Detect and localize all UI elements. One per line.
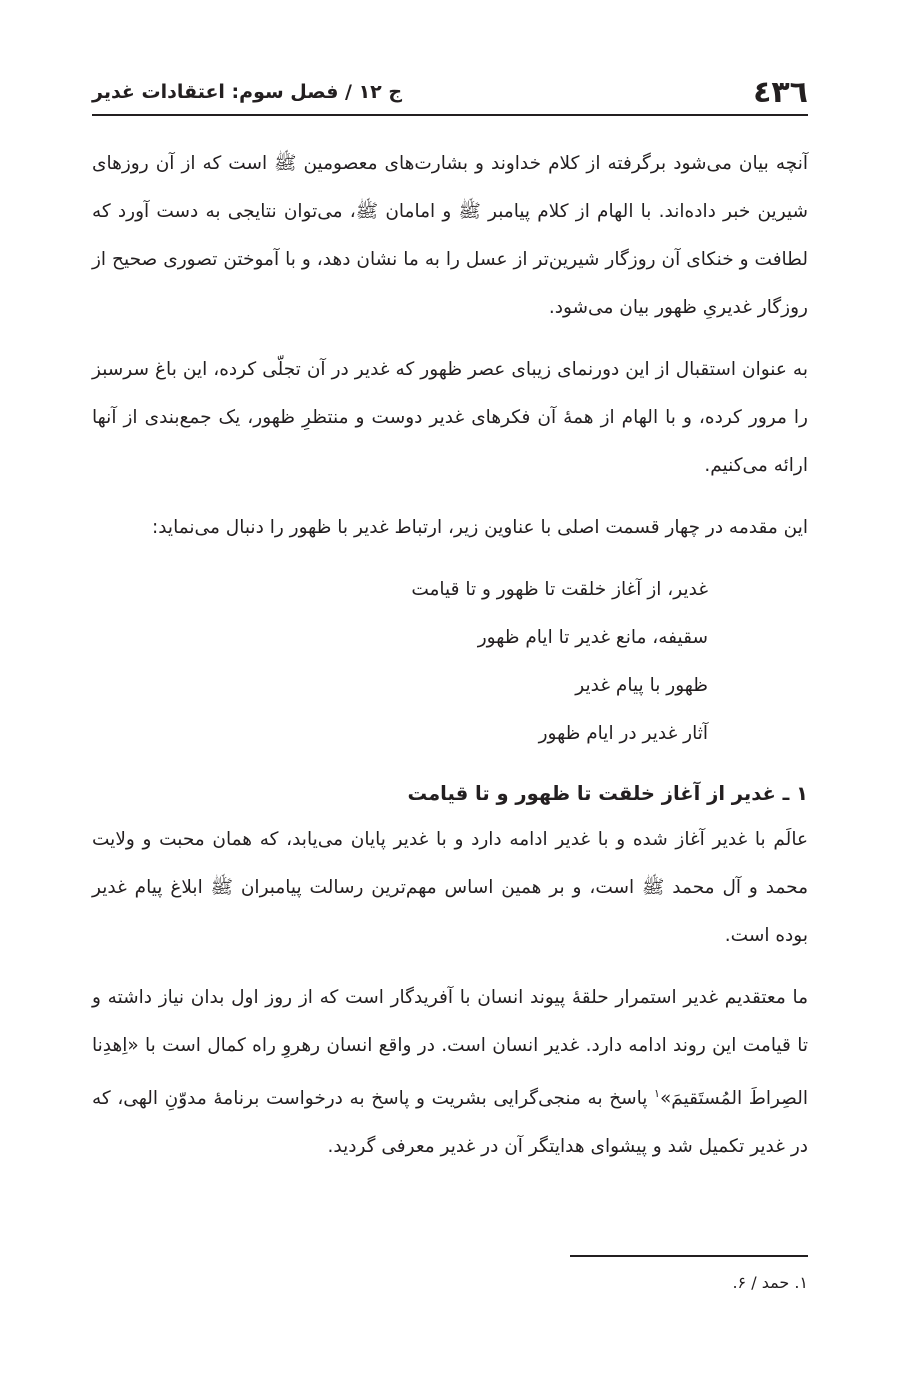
page-header	[92, 70, 808, 116]
paragraph-intro: آنچه بیان می‌شود برگرفته از کلام خداوند و بشارت‌های معصومین ﷺ است که از آن روزهای شیرین خبر داده‌اند. با الهام از کلام پیامبر ﷺ و امامان ﷺ، می‌توان نتایجی به دست آورد که لطافت و خنکای آن روزگار شیرین‌تر از عسل را به ما نشان دهد، و با آموختن تصوری صحیح از روزگار غدیریِ ظهور بیان می‌شود.	[92, 153, 808, 318]
running-title: ج ۱۲ / فصل سوم: اعتقادات غدیر	[92, 81, 403, 103]
topic-item: غدیر، از آغاز خلقت تا ظهور و تا قیامت	[411, 579, 708, 600]
section-paragraph-quran	[92, 974, 808, 1171]
section-heading: ۱ ـ غدیر از آغاز خلقت تا ظهور و تا قیامت	[407, 782, 808, 805]
paragraph-text: ما معتقدیم غدیر استمرار حلقهٔ پیوند انسان با آفریدگار است که از روز اول بدان نیاز داشته و تا قیامت این روند ادامه دارد. غدیر انسان است. در واقع انسان رهروِ راه کمال است با «اِهدِنا الصِراطَ المُستَقیمَ»	[92, 987, 808, 1110]
page-number: ٤٣٦	[753, 74, 808, 110]
footnote: ۱. حمد / ۶.	[732, 1273, 808, 1292]
topic-item: سقیفه، مانع غدیر تا ایام ظهور	[477, 627, 708, 648]
paragraph-outline: این مقدمه در چهار قسمت اصلی با عناوین زیر، ارتباط غدیر با ظهور را دنبال می‌نماید:	[151, 517, 808, 538]
topic-item: ظهور با پیام غدیر	[575, 675, 708, 696]
footnote-marker[interactable]: ۱	[654, 1087, 660, 1100]
topic-list	[92, 566, 808, 758]
topic-item: آثار غدیر در ایام ظهور	[538, 723, 708, 744]
paragraph-text: پاسخ به منجی‌گرایی بشریت و پاسخ به درخواست برنامهٔ مدوّنِ الهی، که در غدیر تکمیل شد و پیشوای هدایتگر آن در غدیر معرفی گردید.	[92, 1088, 808, 1158]
section-paragraph: عالَم با غدیر آغاز شده و با غدیر ادامه دارد و با غدیر پایان می‌یابد، که همان محبت و ولایت محمد و آل محمد ﷺ است، و بر همین اساس مهم‌ترین رسالت پیامبران ﷺ ابلاغ پیام غدیر بوده است.	[92, 829, 808, 946]
page-body	[92, 140, 808, 1185]
footnote-divider	[570, 1255, 808, 1257]
paragraph-welcome: به عنوان استقبال از این دورنمای زیبای عصر ظهور که غدیر در آن تجلّی کرده، این باغ سرسبز را مرور کرده، و با الهام از همهٔ آن فکرهای غدیر دوست و منتظرِ ظهور، یک جمع‌بندی از آنها ارائه می‌کنیم.	[92, 359, 808, 476]
